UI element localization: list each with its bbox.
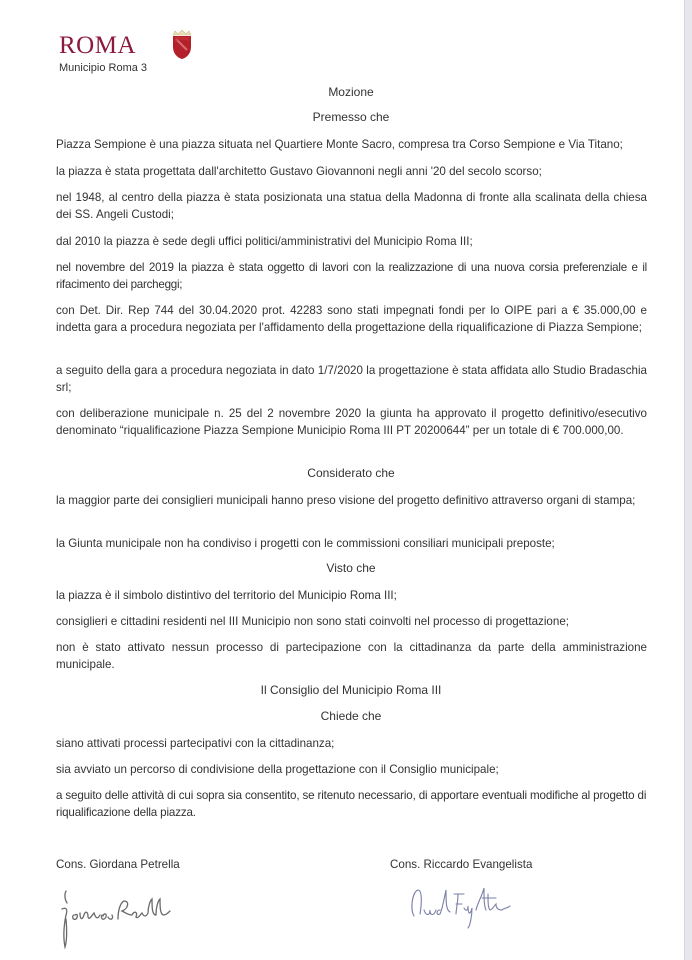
paragraph: nel novembre del 2019 la piazza è stata oggetto di lavori con la realizzazione di una nuova corsia preferenziale e il rifacimento dei parcheggi; <box>56 261 647 291</box>
paragraph: Piazza Sempione è una piazza situata nel Quartiere Monte Sacro, compresa tra Corso Sempione e Via Titano; <box>56 138 623 151</box>
section-heading-chiede: Chiede che <box>320 709 382 723</box>
paragraph: consiglieri e cittadini residenti nel III Municipio non sono stati coinvolti nel processo di progettazione; <box>56 615 569 628</box>
signature-petrella-icon <box>52 885 182 955</box>
paragraph: sia avviato un percorso di condivisione della progettazione con il Consiglio municipale; <box>56 763 499 776</box>
section-heading-considerato: Considerato che <box>307 466 395 480</box>
signatory-name-petrella: Cons. Giordana Petrella <box>56 858 180 871</box>
signature-evangelista-icon <box>406 880 516 930</box>
roma-logo-text: ROMA <box>59 32 137 59</box>
signatory-name-evangelista: Cons. Riccardo Evangelista <box>390 858 533 871</box>
paragraph: con deliberazione municipale n. 25 del 2 novembre 2020 la giunta ha approvato il progetto definitivo/esecutivo denominato “riqualificazione Piazza Sempione Municipio Roma III PT 20200644” per un totale di € 700.000,00. <box>56 407 647 437</box>
paragraph: la Giunta municipale non ha condiviso i progetti con le commissioni consiliari municipali preposte; <box>56 537 555 550</box>
paragraph: la piazza è il simbolo distintivo del territorio del Municipio Roma III; <box>56 589 397 602</box>
document-title: Mozione <box>328 85 374 99</box>
rome-coat-of-arms-icon <box>170 30 194 60</box>
paragraph: la piazza è stata progettata dall'architetto Gustavo Giovannoni negli anni '20 del secolo scorso; <box>56 165 542 178</box>
paragraph: non è stato attivato nessun processo di partecipazione con la cittadinanza da parte della amministrazione municipale. <box>56 641 647 671</box>
paragraph: a seguito delle attività di cui sopra sia consentito, se ritenuto necessario, di apportare eventuali modifiche al progetto di riqualificazione della piazza. <box>56 789 647 819</box>
paragraph: la maggior parte dei consiglieri municipali hanno preso visione del progetto definitivo attraverso organi di stampa; <box>56 494 636 507</box>
section-heading-premesso: Premesso che <box>312 110 390 124</box>
paragraph: siano attivati processi partecipativi con la cittadinanza; <box>56 737 335 750</box>
paragraph: nel 1948, al centro della piazza è stata posizionata una statua della Madonna di fronte alla scalinata della chiesa dei SS. Angeli Custodi; <box>56 191 647 221</box>
section-heading-visto: Visto che <box>326 561 376 575</box>
paragraph: dal 2010 la piazza è sede degli uffici politici/amministrativi del Municipio Roma III; <box>56 235 473 248</box>
page-edge <box>684 0 692 960</box>
paragraph: con Det. Dir. Rep 744 del 30.04.2020 prot. 42283 sono stati impegnati fondi per lo OIPE pari a € 35.000,00 e indetta gara a procedura negoziata per l'affidamento della progettazione della riqualificazione di Piazza Sempione; <box>56 304 647 334</box>
municipio-subtitle: Municipio Roma 3 <box>59 62 148 74</box>
paragraph: a seguito della gara a procedura negoziata in dato 1/7/2020 la progettazione è stata affidata allo Studio Bradaschia srl; <box>56 364 647 394</box>
section-heading-consiglio: Il Consiglio del Municipio Roma III <box>260 683 442 697</box>
